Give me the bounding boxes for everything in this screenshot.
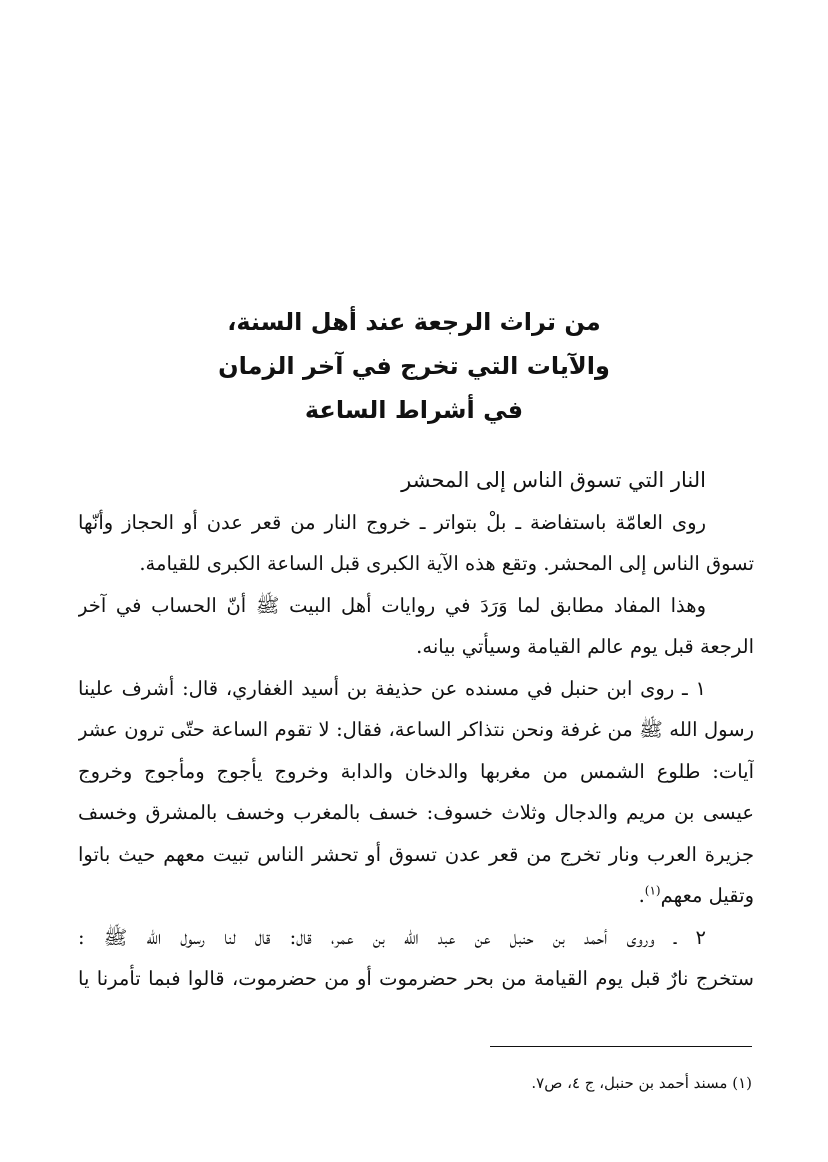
paragraph-line: عيسى بن مريم والدجال وثلاث خسوف: خسف بالمغرب وخسف بالمشرق وخسف <box>78 801 754 824</box>
paragraph-3 <box>78 668 754 917</box>
paragraph-line: آيات: طلوع الشمس من مغربها والدخان والدابة وخروج يأجوج ومأجوج وخروج <box>78 759 754 783</box>
chapter-title <box>0 300 828 432</box>
footnote-reference[interactable]: (١) <box>644 883 661 898</box>
paragraph-line-with-footnote <box>78 875 754 917</box>
section-heading: النار التي تسوق الناس إلى المحشر <box>401 468 706 492</box>
paragraph-2 <box>78 585 754 668</box>
title-line-1: من تراث الرجعة عند أهل السنة، <box>227 308 601 336</box>
paragraph-line: جزيرة العرب ونار تخرج من قعر عدن تسوق أو تحشر الناس تبيت معهم حيث باتوا <box>78 842 754 866</box>
paragraph-line: وهذا المفاد مطابق لما وَرَدَ في روايات أهل البيت ﷺ أنّ الحساب في آخر <box>78 593 706 617</box>
body-text <box>78 460 754 1000</box>
paragraph-line: ١ ـ روى ابن حنبل في مسنده عن حذيفة بن أسيد الغفاري، قال: أشرف علينا <box>78 676 706 700</box>
paragraph-line: الرجعة قبل يوم عالم القيامة وسيأتي بيانه. <box>416 635 754 658</box>
paragraph-line: ستخرج نارٌ قبل يوم القيامة من بحر حضرموت أو من حضرموت، قالوا فبما تأمرنا يا <box>78 967 754 990</box>
footnote: (١) مسند أحمد بن حنبل، ج ٤، ص٧. <box>531 1074 752 1092</box>
title-line-2: والآيات التي تخرج في آخر الزمان <box>218 352 610 380</box>
paragraph-4 <box>78 917 754 1000</box>
footnote-divider <box>490 1046 752 1047</box>
paragraph-line: رسول الله ﷺ من غرفة ونحن نتذاكر الساعة، فقال: لا تقوم الساعة حتّى ترون عشر <box>78 718 754 741</box>
paragraph-line-text: وتقيل معهم <box>660 884 754 907</box>
paragraph-line: ٢ ـ وروى أحمد بن حنبل عن عبد الله بن عمر، قال: قال لنا رسول الله ﷺ : <box>78 925 706 949</box>
title-line-3: في أشراط الساعة <box>304 396 524 424</box>
paragraph-1 <box>78 502 754 585</box>
paragraph-line: تسوق الناس إلى المحشر. وتقع هذه الآية الكبرى قبل الساعة الكبرى للقيامة. <box>139 552 754 575</box>
paragraph-line-end: . <box>638 884 645 907</box>
paragraph-line: روى العامّة باستفاضة ـ بلْ بتواتر ـ خروج النار من قعر عدن أو الحجاز وأنّها <box>78 510 706 534</box>
